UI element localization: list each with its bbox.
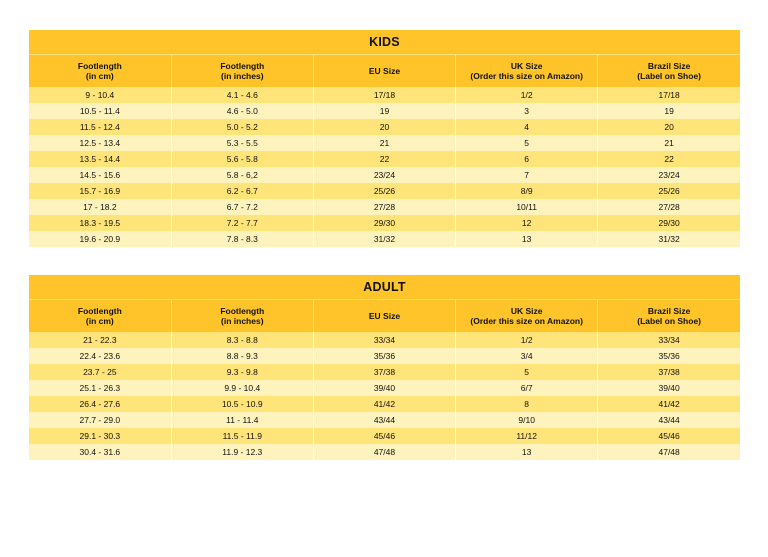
column-header-title: Brazil Size — [647, 60, 691, 71]
table-cell: 6.7 - 7.2 — [171, 199, 313, 215]
table-cell: 5.0 - 5.2 — [171, 119, 313, 135]
table-cell: 3 — [456, 103, 598, 119]
adult-column-header — [313, 300, 455, 333]
kids-title-row — [29, 30, 740, 55]
table-cell: 5 — [456, 135, 598, 151]
table-cell: 6 — [456, 151, 598, 167]
table-cell: 10/11 — [456, 199, 598, 215]
table-cell: 9/10 — [456, 412, 598, 428]
table-cell: 17 - 18.2 — [29, 199, 171, 215]
table-cell: 21 - 22.3 — [29, 332, 171, 348]
column-header-title: Footlength — [77, 60, 122, 71]
table-cell: 30.4 - 31.6 — [29, 444, 171, 460]
table-cell: 4.6 - 5.0 — [171, 103, 313, 119]
table-cell: 5.3 - 5.5 — [171, 135, 313, 151]
table-cell: 18.3 - 19.5 — [29, 215, 171, 231]
kids-table-row — [29, 199, 740, 215]
kids-table-row — [29, 87, 740, 103]
table-cell: 29/30 — [313, 215, 455, 231]
table-cell: 17/18 — [313, 87, 455, 103]
table-cell: 41/42 — [598, 396, 740, 412]
kids-column-header — [456, 55, 598, 88]
kids-column-header — [29, 55, 171, 88]
column-header-title: UK Size — [510, 305, 543, 316]
table-cell: 25/26 — [598, 183, 740, 199]
table-cell: 1/2 — [456, 87, 598, 103]
kids-table-title: KIDS — [29, 30, 740, 55]
column-header-subtitle: (Order this size on Amazon) — [470, 316, 583, 326]
table-cell: 39/40 — [598, 380, 740, 396]
table-cell: 33/34 — [313, 332, 455, 348]
table-cell: 6.2 - 6.7 — [171, 183, 313, 199]
adult-column-header — [29, 300, 171, 333]
table-cell: 9.3 - 9.8 — [171, 364, 313, 380]
column-header-title: UK Size — [510, 60, 543, 71]
table-cell: 45/46 — [598, 428, 740, 444]
column-header-title: EU Size — [368, 65, 401, 76]
table-cell: 41/42 — [313, 396, 455, 412]
table-cell: 23/24 — [313, 167, 455, 183]
table-cell: 29.1 - 30.3 — [29, 428, 171, 444]
column-header-title: Footlength — [220, 60, 265, 71]
kids-table-row — [29, 135, 740, 151]
table-cell: 21 — [313, 135, 455, 151]
table-cell: 22 — [598, 151, 740, 167]
kids-table-row — [29, 183, 740, 199]
table-cell: 10.5 - 10.9 — [171, 396, 313, 412]
kids-table-row — [29, 151, 740, 167]
column-header-subtitle: (Order this size on Amazon) — [470, 71, 583, 81]
table-cell: 47/48 — [313, 444, 455, 460]
kids-column-header — [313, 55, 455, 88]
table-cell: 11.9 - 12.3 — [171, 444, 313, 460]
table-cell: 9 - 10.4 — [29, 87, 171, 103]
adult-table-row — [29, 380, 740, 396]
adult-column-header — [171, 300, 313, 333]
adult-table-title: ADULT — [29, 275, 740, 300]
table-cell: 9.9 - 10.4 — [171, 380, 313, 396]
table-cell: 39/40 — [313, 380, 455, 396]
table-cell: 1/2 — [456, 332, 598, 348]
table-cell: 12.5 - 13.4 — [29, 135, 171, 151]
kids-table-row — [29, 103, 740, 119]
table-cell: 10.5 - 11.4 — [29, 103, 171, 119]
column-header-title: EU Size — [368, 310, 401, 321]
table-cell: 12 — [456, 215, 598, 231]
kids-table-row — [29, 231, 740, 247]
table-cell: 11.5 - 12.4 — [29, 119, 171, 135]
column-header-subtitle: (in cm) — [85, 71, 114, 81]
table-cell: 22 — [313, 151, 455, 167]
table-cell: 8 — [456, 396, 598, 412]
adult-table-body — [29, 275, 740, 460]
column-header-subtitle: (in cm) — [85, 316, 114, 326]
table-cell: 3/4 — [456, 348, 598, 364]
table-cell: 31/32 — [313, 231, 455, 247]
adult-column-header — [598, 300, 740, 333]
table-cell: 26.4 - 27.6 — [29, 396, 171, 412]
adult-table-row — [29, 444, 740, 460]
table-cell: 5.8 - 6,2 — [171, 167, 313, 183]
table-cell: 27/28 — [313, 199, 455, 215]
kids-column-header — [171, 55, 313, 88]
table-cell: 7 — [456, 167, 598, 183]
adult-size-table — [29, 275, 740, 460]
adult-column-header — [456, 300, 598, 333]
table-cell: 23.7 - 25 — [29, 364, 171, 380]
adult-table-row — [29, 364, 740, 380]
table-cell: 8.3 - 8.8 — [171, 332, 313, 348]
table-cell: 11 - 11.4 — [171, 412, 313, 428]
adult-title-row — [29, 275, 740, 300]
table-cell: 20 — [598, 119, 740, 135]
table-cell: 37/38 — [598, 364, 740, 380]
table-cell: 11.5 - 11.9 — [171, 428, 313, 444]
table-cell: 43/44 — [313, 412, 455, 428]
kids-header-row — [29, 55, 740, 88]
table-cell: 45/46 — [313, 428, 455, 444]
kids-size-table — [29, 30, 740, 247]
table-cell: 31/32 — [598, 231, 740, 247]
table-cell: 5.6 - 5.8 — [171, 151, 313, 167]
adult-table-row — [29, 412, 740, 428]
table-cell: 11/12 — [456, 428, 598, 444]
table-cell: 20 — [313, 119, 455, 135]
adult-table-row — [29, 348, 740, 364]
table-cell: 6/7 — [456, 380, 598, 396]
table-cell: 29/30 — [598, 215, 740, 231]
table-cell: 14.5 - 15.6 — [29, 167, 171, 183]
table-cell: 27/28 — [598, 199, 740, 215]
table-cell: 35/36 — [598, 348, 740, 364]
table-cell: 25.1 - 26.3 — [29, 380, 171, 396]
table-cell: 5 — [456, 364, 598, 380]
table-cell: 25/26 — [313, 183, 455, 199]
column-header-subtitle: (in inches) — [221, 316, 264, 326]
table-cell: 19.6 - 20.9 — [29, 231, 171, 247]
adult-table-row — [29, 428, 740, 444]
column-header-subtitle: (Label on Shoe) — [637, 316, 701, 326]
table-cell: 7.8 - 8.3 — [171, 231, 313, 247]
column-header-subtitle: (in inches) — [221, 71, 264, 81]
table-cell: 35/36 — [313, 348, 455, 364]
kids-table-body — [29, 30, 740, 247]
adult-header-row — [29, 300, 740, 333]
table-cell: 13 — [456, 444, 598, 460]
table-cell: 4.1 - 4.6 — [171, 87, 313, 103]
kids-column-header — [598, 55, 740, 88]
table-cell: 7.2 - 7.7 — [171, 215, 313, 231]
column-header-title: Footlength — [77, 305, 122, 316]
table-cell: 47/48 — [598, 444, 740, 460]
table-cell: 23/24 — [598, 167, 740, 183]
table-cell: 43/44 — [598, 412, 740, 428]
table-cell: 22.4 - 23.6 — [29, 348, 171, 364]
table-cell: 19 — [598, 103, 740, 119]
kids-table-row — [29, 119, 740, 135]
adult-table-row — [29, 332, 740, 348]
column-header-title: Brazil Size — [647, 305, 691, 316]
kids-table-row — [29, 215, 740, 231]
table-cell: 13 — [456, 231, 598, 247]
table-cell: 8.8 - 9.3 — [171, 348, 313, 364]
table-cell: 13.5 - 14.4 — [29, 151, 171, 167]
column-header-title: Footlength — [220, 305, 265, 316]
table-cell: 15.7 - 16.9 — [29, 183, 171, 199]
table-cell: 33/34 — [598, 332, 740, 348]
table-cell: 37/38 — [313, 364, 455, 380]
table-cell: 4 — [456, 119, 598, 135]
adult-table-row — [29, 396, 740, 412]
table-cell: 19 — [313, 103, 455, 119]
table-cell: 21 — [598, 135, 740, 151]
kids-table-row — [29, 167, 740, 183]
table-cell: 8/9 — [456, 183, 598, 199]
table-cell: 17/18 — [598, 87, 740, 103]
table-cell: 27.7 - 29.0 — [29, 412, 171, 428]
column-header-subtitle: (Label on Shoe) — [637, 71, 701, 81]
